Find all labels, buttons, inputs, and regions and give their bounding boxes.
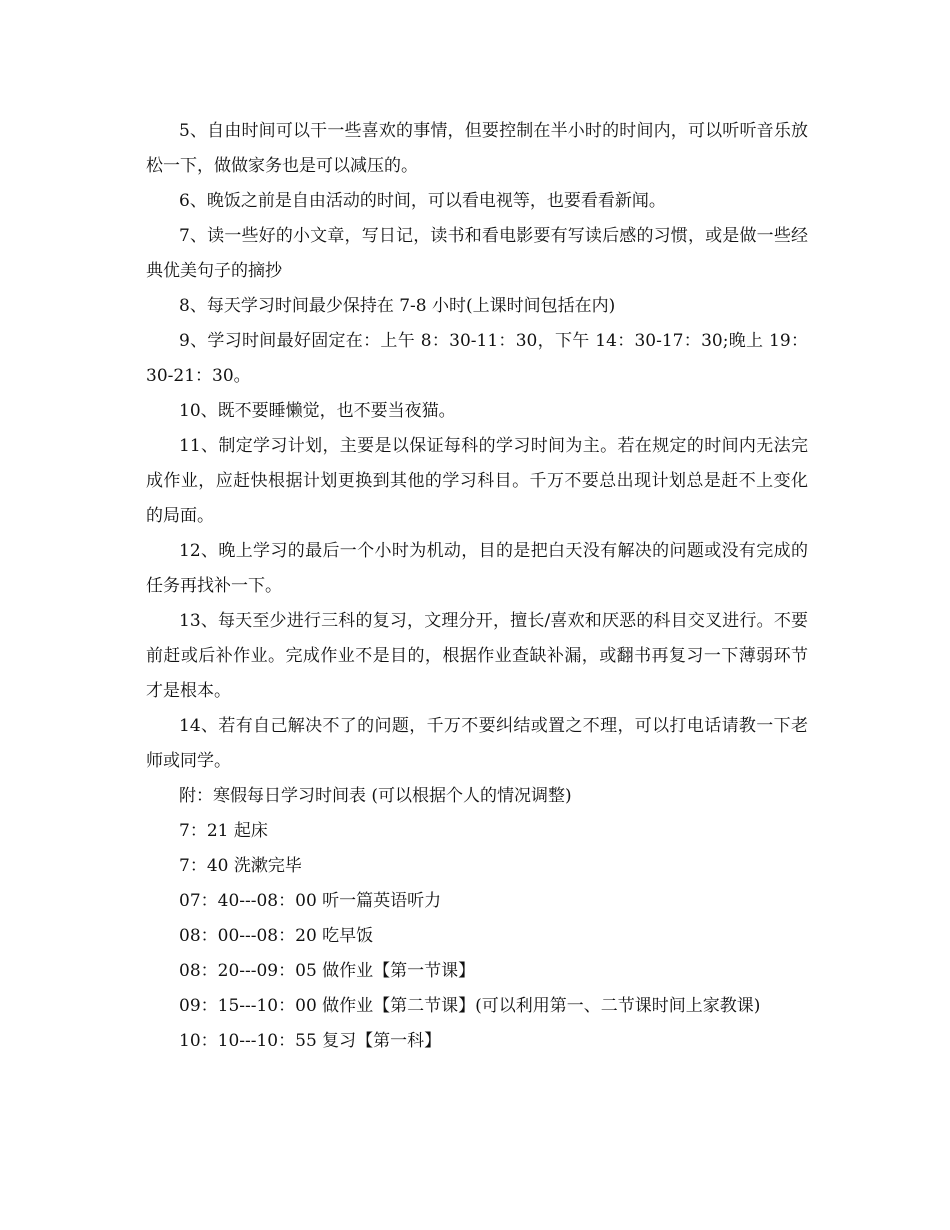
document-page	[146, 114, 808, 1059]
paragraph-item-10: 10、既不要睡懒觉，也不要当夜猫。	[179, 401, 456, 421]
paragraph-item-13: 13、每天至少进行三科的复习，文理分开，擅长/喜欢和厌恶的科目交叉进行。不要前赶或后补作业。完成作业不是目的，根据作业查缺补漏，或翻书再复习一下薄弱环节才是根本。	[146, 611, 808, 701]
schedule-entry: 7：40 洗漱完毕	[179, 856, 302, 876]
paragraph-item-5: 5、自由时间可以干一些喜欢的事情，但要控制在半小时的时间内，可以听听音乐放松一下，做做家务也是可以减压的。	[146, 121, 808, 176]
schedule-heading: 附：寒假每日学习时间表 (可以根据个人的情况调整)	[179, 786, 572, 806]
paragraph-item-6: 6、晚饭之前是自由活动的时间，可以看电视等，也要看看新闻。	[179, 191, 666, 211]
paragraph-item-14: 14、若有自己解决不了的问题，千万不要纠结或置之不理，可以打电话请教一下老师或同学。	[146, 716, 808, 771]
schedule-entry: 08：00---08：20 吃早饭	[179, 926, 374, 946]
paragraph-item-7: 7、读一些好的小文章，写日记，读书和看电影要有写读后感的习惯，或是做一些经典优美句子的摘抄	[146, 226, 808, 281]
paragraph-item-11: 11、制定学习计划，主要是以保证每科的学习时间为主。若在规定的时间内无法完成作业，应赶快根据计划更换到其他的学习科目。千万不要总出现计划总是赶不上变化的局面。	[146, 436, 808, 526]
schedule-entry: 10：10---10：55 复习【第一科】	[179, 1031, 442, 1051]
schedule-entry: 07：40---08：00 听一篇英语听力	[179, 891, 442, 911]
paragraph-item-12: 12、晚上学习的最后一个小时为机动，目的是把白天没有解决的问题或没有完成的任务再找补一下。	[146, 541, 808, 596]
schedule-entry: 09：15---10：00 做作业【第二节课】(可以利用第一、二节课时间上家教课)	[179, 996, 761, 1016]
schedule-entry: 08：20---09：05 做作业【第一节课】	[179, 961, 476, 981]
paragraph-item-9: 9、学习时间最好固定在：上午 8：30-11：30，下午 14：30-17：30;晚上 19：30-21：30。	[146, 331, 808, 386]
schedule-entry: 7：21 起床	[179, 821, 268, 841]
paragraph-item-8: 8、每天学习时间最少保持在 7-8 小时(上课时间包括在内)	[179, 296, 616, 316]
